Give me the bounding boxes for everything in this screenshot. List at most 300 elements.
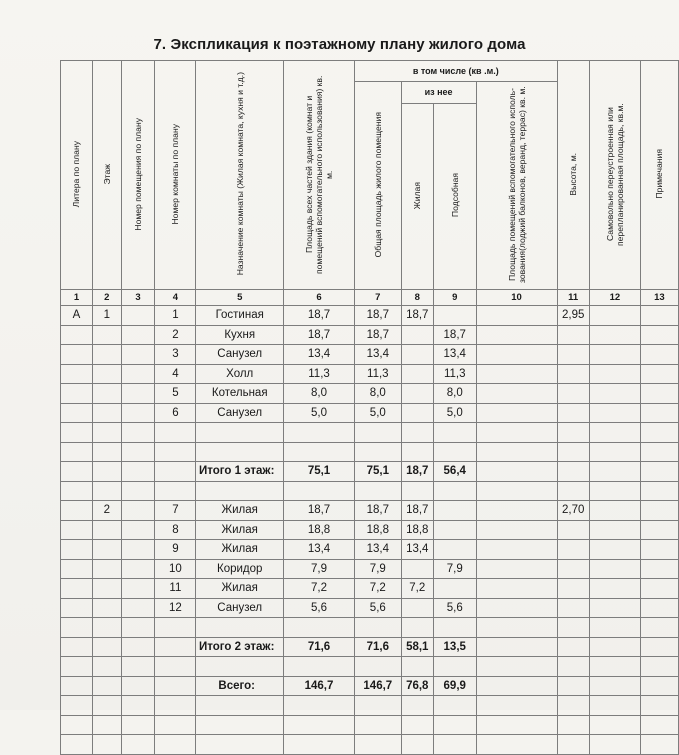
table-cell xyxy=(401,384,433,404)
total-cell: 75,1 xyxy=(284,462,355,482)
table-cell xyxy=(589,501,640,521)
table-cell xyxy=(92,559,121,579)
table-cell: Жилая xyxy=(196,540,284,560)
column-number: 6 xyxy=(284,290,355,306)
table-cell: Санузел xyxy=(196,403,284,423)
table-cell xyxy=(401,403,433,423)
table-cell xyxy=(196,618,284,638)
table-cell xyxy=(640,657,678,677)
table-cell xyxy=(401,423,433,443)
table-cell xyxy=(92,598,121,618)
table-cell xyxy=(433,657,476,677)
table-cell xyxy=(61,442,93,462)
table-cell xyxy=(61,403,93,423)
table-cell xyxy=(121,306,155,326)
table-cell xyxy=(476,501,557,521)
table-cell: 13,4 xyxy=(401,540,433,560)
total-cell xyxy=(557,462,589,482)
table-cell xyxy=(640,481,678,501)
table-cell xyxy=(476,540,557,560)
table-cell xyxy=(557,598,589,618)
column-number: 9 xyxy=(433,290,476,306)
table-cell xyxy=(401,559,433,579)
total-cell xyxy=(557,637,589,657)
table-cell xyxy=(433,501,476,521)
table-cell xyxy=(92,676,121,696)
table-cell xyxy=(92,384,121,404)
table-cell xyxy=(557,520,589,540)
table-cell xyxy=(433,696,476,716)
table-cell xyxy=(401,715,433,735)
table-cell xyxy=(284,423,355,443)
column-number: 8 xyxy=(401,290,433,306)
header-floor: Этаж xyxy=(92,61,121,290)
column-number: 3 xyxy=(121,290,155,306)
table-cell xyxy=(557,735,589,755)
table-cell: 8,0 xyxy=(355,384,402,404)
table-cell xyxy=(557,540,589,560)
total-label: Итого 1 этаж: xyxy=(196,462,284,482)
table-cell xyxy=(92,579,121,599)
table-cell xyxy=(61,618,93,638)
table-cell: 2 xyxy=(92,501,121,521)
table-cell xyxy=(121,384,155,404)
table-cell xyxy=(557,384,589,404)
table-cell: 18,7 xyxy=(433,325,476,345)
total-cell: 13,5 xyxy=(433,637,476,657)
table-cell xyxy=(196,696,284,716)
table-cell xyxy=(121,501,155,521)
table-row xyxy=(61,345,679,365)
table-cell xyxy=(476,423,557,443)
total-cell: 58,1 xyxy=(401,637,433,657)
table-cell xyxy=(155,481,196,501)
table-cell xyxy=(121,325,155,345)
table-cell xyxy=(640,715,678,735)
table-row xyxy=(61,364,679,384)
header-including-group: в том числе (кв .м.) xyxy=(355,61,558,82)
table-cell xyxy=(355,481,402,501)
table-cell xyxy=(401,325,433,345)
table-cell xyxy=(401,696,433,716)
table-cell xyxy=(557,715,589,735)
table-cell xyxy=(589,540,640,560)
header-utility: Подсобная xyxy=(433,103,476,289)
table-cell xyxy=(155,696,196,716)
total-cell: 146,7 xyxy=(284,676,355,696)
table-cell xyxy=(433,715,476,735)
table-cell: 4 xyxy=(155,364,196,384)
table-cell xyxy=(155,637,196,657)
table-cell xyxy=(92,520,121,540)
table-cell: Жилая xyxy=(196,579,284,599)
total-cell xyxy=(640,462,678,482)
table-cell xyxy=(557,481,589,501)
table-cell xyxy=(155,676,196,696)
table-cell xyxy=(433,423,476,443)
table-cell xyxy=(196,423,284,443)
table-row xyxy=(61,579,679,599)
table-row xyxy=(61,598,679,618)
header-notes: Примечания xyxy=(640,61,678,290)
table-cell xyxy=(640,618,678,638)
table-cell: 5 xyxy=(155,384,196,404)
table-cell xyxy=(640,364,678,384)
table-cell xyxy=(433,442,476,462)
table-cell: 7 xyxy=(155,501,196,521)
table-cell xyxy=(401,345,433,365)
total-cell xyxy=(589,462,640,482)
table-cell xyxy=(92,442,121,462)
table-cell xyxy=(61,637,93,657)
table-cell xyxy=(92,715,121,735)
total-cell: 71,6 xyxy=(284,637,355,657)
table-row xyxy=(61,442,679,462)
table-cell: 7,2 xyxy=(355,579,402,599)
table-cell xyxy=(433,618,476,638)
table-cell: 9 xyxy=(155,540,196,560)
table-cell: 5,0 xyxy=(284,403,355,423)
table-cell xyxy=(355,696,402,716)
table-cell: Гостиная xyxy=(196,306,284,326)
table-row xyxy=(61,423,679,443)
table-row xyxy=(61,657,679,677)
table-cell xyxy=(589,520,640,540)
table-cell xyxy=(61,657,93,677)
table-cell xyxy=(433,735,476,755)
table-cell xyxy=(155,735,196,755)
table-cell xyxy=(476,306,557,326)
table-row xyxy=(61,306,679,326)
table-cell xyxy=(155,442,196,462)
table-cell xyxy=(92,364,121,384)
total-cell xyxy=(640,637,678,657)
table-cell xyxy=(476,364,557,384)
table-cell: Кухня xyxy=(196,325,284,345)
table-cell xyxy=(476,481,557,501)
table-cell: 2,70 xyxy=(557,501,589,521)
table-cell xyxy=(433,306,476,326)
table-cell xyxy=(284,696,355,716)
total-cell: 75,1 xyxy=(355,462,402,482)
table-cell xyxy=(589,423,640,443)
table-cell xyxy=(401,657,433,677)
column-number: 4 xyxy=(155,290,196,306)
table-cell: 7,2 xyxy=(284,579,355,599)
header-living: Жилая xyxy=(401,103,433,289)
table-cell xyxy=(476,384,557,404)
table-cell xyxy=(476,598,557,618)
table-cell xyxy=(196,735,284,755)
table-cell xyxy=(355,423,402,443)
table-cell xyxy=(121,676,155,696)
total-cell: 69,9 xyxy=(433,676,476,696)
table-cell xyxy=(640,598,678,618)
table-cell xyxy=(557,559,589,579)
column-number: 11 xyxy=(557,290,589,306)
table-cell: 6 xyxy=(155,403,196,423)
total-row xyxy=(61,462,679,482)
table-cell: А xyxy=(61,306,93,326)
header-living-space-total: Общая площадь жилого помещения xyxy=(355,82,402,290)
table-cell: 18,8 xyxy=(401,520,433,540)
table-cell xyxy=(589,559,640,579)
table-cell xyxy=(92,345,121,365)
table-cell xyxy=(401,364,433,384)
table-cell xyxy=(155,423,196,443)
header-unauthorized-area: Самовольно переустроенная или перепланированная площадь, кв.м. xyxy=(589,61,640,290)
table-cell: Котельная xyxy=(196,384,284,404)
table-cell xyxy=(589,345,640,365)
total-label: Всего: xyxy=(196,676,284,696)
table-cell xyxy=(589,442,640,462)
table-cell xyxy=(61,325,93,345)
table-cell xyxy=(92,325,121,345)
table-cell xyxy=(196,715,284,735)
total-cell: 18,7 xyxy=(401,462,433,482)
table-cell xyxy=(61,559,93,579)
table-cell xyxy=(155,462,196,482)
table-cell xyxy=(589,384,640,404)
table-cell: 7,9 xyxy=(433,559,476,579)
table-cell xyxy=(121,735,155,755)
table-cell: 1 xyxy=(155,306,196,326)
table-cell xyxy=(589,735,640,755)
column-number-row xyxy=(61,290,679,306)
table-cell xyxy=(589,364,640,384)
total-cell: 76,8 xyxy=(401,676,433,696)
column-number: 12 xyxy=(589,290,640,306)
table-cell xyxy=(433,579,476,599)
table-cell xyxy=(476,403,557,423)
table-cell xyxy=(61,676,93,696)
table-cell xyxy=(557,696,589,716)
table-cell xyxy=(476,735,557,755)
table-row xyxy=(61,559,679,579)
table-cell xyxy=(61,696,93,716)
table-cell xyxy=(640,403,678,423)
table-cell xyxy=(121,442,155,462)
table-cell xyxy=(476,442,557,462)
table-cell: 18,7 xyxy=(284,501,355,521)
table-row xyxy=(61,520,679,540)
table-cell xyxy=(284,442,355,462)
table-cell xyxy=(121,462,155,482)
table-cell xyxy=(640,325,678,345)
table-cell: 5,0 xyxy=(433,403,476,423)
table-cell: Холл xyxy=(196,364,284,384)
table-cell xyxy=(640,306,678,326)
total-cell: 56,4 xyxy=(433,462,476,482)
total-cell: 71,6 xyxy=(355,637,402,657)
header-litera: Литера по плану xyxy=(61,61,93,290)
table-cell xyxy=(92,637,121,657)
table-cell xyxy=(557,403,589,423)
table-cell xyxy=(121,657,155,677)
table-cell: 18,7 xyxy=(401,501,433,521)
table-cell: 18,8 xyxy=(355,520,402,540)
table-cell xyxy=(476,696,557,716)
table-cell xyxy=(61,364,93,384)
table-cell xyxy=(196,442,284,462)
table-cell xyxy=(640,559,678,579)
table-cell: 8,0 xyxy=(284,384,355,404)
table-cell: 13,4 xyxy=(355,345,402,365)
table-row xyxy=(61,501,679,521)
table-cell xyxy=(557,364,589,384)
table-cell: Жилая xyxy=(196,520,284,540)
table-cell: 13,4 xyxy=(355,540,402,560)
total-cell xyxy=(476,637,557,657)
table-cell xyxy=(121,598,155,618)
header-room-number: Номер комнаты по плану xyxy=(155,61,196,290)
total-cell xyxy=(640,676,678,696)
table-cell xyxy=(121,403,155,423)
table-cell xyxy=(640,345,678,365)
table-cell: Жилая xyxy=(196,501,284,521)
table-cell xyxy=(121,696,155,716)
table-cell xyxy=(557,442,589,462)
table-cell xyxy=(589,696,640,716)
table-cell xyxy=(589,657,640,677)
table-cell: 1 xyxy=(92,306,121,326)
table-cell xyxy=(557,618,589,638)
table-cell xyxy=(640,384,678,404)
table-cell xyxy=(640,735,678,755)
table-cell xyxy=(640,579,678,599)
table-cell xyxy=(433,540,476,560)
header-auxiliary-area: Площадь помещений вспомогательного исполь-зования(лоджий балконов, веранд, террас) кв. м. xyxy=(476,82,557,290)
table-cell xyxy=(92,735,121,755)
table-cell: 5,6 xyxy=(355,598,402,618)
total-cell: 146,7 xyxy=(355,676,402,696)
table-cell xyxy=(557,325,589,345)
table-cell: 10 xyxy=(155,559,196,579)
table-cell xyxy=(476,520,557,540)
header-total-area: Площадь всех частей здания (комнат и помещений вспомогательного использования) кв. м. xyxy=(284,61,355,290)
table-cell: 13,4 xyxy=(284,540,355,560)
total-row xyxy=(61,637,679,657)
table-cell xyxy=(557,657,589,677)
table-cell xyxy=(61,501,93,521)
table-cell xyxy=(589,715,640,735)
table-cell xyxy=(61,598,93,618)
column-number: 5 xyxy=(196,290,284,306)
table-row xyxy=(61,481,679,501)
table-cell: 18,7 xyxy=(284,306,355,326)
total-cell xyxy=(589,637,640,657)
table-cell xyxy=(557,345,589,365)
total-cell xyxy=(476,676,557,696)
table-cell xyxy=(92,657,121,677)
table-cell xyxy=(121,423,155,443)
table-cell xyxy=(284,715,355,735)
table-cell xyxy=(401,442,433,462)
column-number: 1 xyxy=(61,290,93,306)
table-cell xyxy=(476,715,557,735)
table-row xyxy=(61,384,679,404)
table-cell xyxy=(557,579,589,599)
table-cell xyxy=(61,423,93,443)
explication-table xyxy=(60,60,679,755)
table-cell xyxy=(92,423,121,443)
table-cell xyxy=(92,696,121,716)
table-cell: 13,4 xyxy=(284,345,355,365)
table-cell xyxy=(121,345,155,365)
table-cell xyxy=(401,735,433,755)
table-cell xyxy=(476,559,557,579)
table-cell xyxy=(589,598,640,618)
table-row xyxy=(61,735,679,755)
table-cell xyxy=(92,481,121,501)
table-cell: 11,3 xyxy=(433,364,476,384)
table-cell xyxy=(121,364,155,384)
table-cell xyxy=(589,403,640,423)
table-cell xyxy=(640,501,678,521)
table-cell: Санузел xyxy=(196,345,284,365)
header-of-which-group: из нее xyxy=(401,82,476,104)
table-cell xyxy=(557,423,589,443)
table-row xyxy=(61,696,679,716)
table-cell xyxy=(355,657,402,677)
table-cell: 13,4 xyxy=(433,345,476,365)
table-cell xyxy=(155,715,196,735)
table-cell xyxy=(196,481,284,501)
table-cell: 18,7 xyxy=(284,325,355,345)
table-cell xyxy=(401,618,433,638)
table-cell xyxy=(61,735,93,755)
total-cell xyxy=(476,462,557,482)
table-row xyxy=(61,618,679,638)
table-cell xyxy=(92,540,121,560)
table-cell xyxy=(640,540,678,560)
table-cell xyxy=(61,715,93,735)
table-cell xyxy=(61,481,93,501)
table-cell xyxy=(61,462,93,482)
table-cell xyxy=(401,598,433,618)
table-cell xyxy=(589,481,640,501)
total-row xyxy=(61,676,679,696)
table-cell: 12 xyxy=(155,598,196,618)
table-cell: 11,3 xyxy=(355,364,402,384)
total-cell xyxy=(589,676,640,696)
table-cell xyxy=(284,618,355,638)
total-label: Итого 2 этаж: xyxy=(196,637,284,657)
table-cell xyxy=(476,657,557,677)
table-cell xyxy=(61,540,93,560)
table-cell xyxy=(589,325,640,345)
table-cell xyxy=(476,325,557,345)
table-cell: 18,7 xyxy=(401,306,433,326)
table-cell xyxy=(121,579,155,599)
table-cell xyxy=(433,481,476,501)
header-premises-number: Номер помещения по плану xyxy=(121,61,155,290)
table-cell xyxy=(155,618,196,638)
header-height: Высота, м. xyxy=(557,61,589,290)
table-cell xyxy=(355,442,402,462)
table-cell xyxy=(589,306,640,326)
table-cell: 7,9 xyxy=(355,559,402,579)
table-cell xyxy=(92,403,121,423)
table-cell xyxy=(355,715,402,735)
table-cell xyxy=(121,559,155,579)
table-cell: Коридор xyxy=(196,559,284,579)
table-cell: 8 xyxy=(155,520,196,540)
table-cell: 5,0 xyxy=(355,403,402,423)
table-row xyxy=(61,715,679,735)
table-cell: 8,0 xyxy=(433,384,476,404)
table-cell xyxy=(121,481,155,501)
